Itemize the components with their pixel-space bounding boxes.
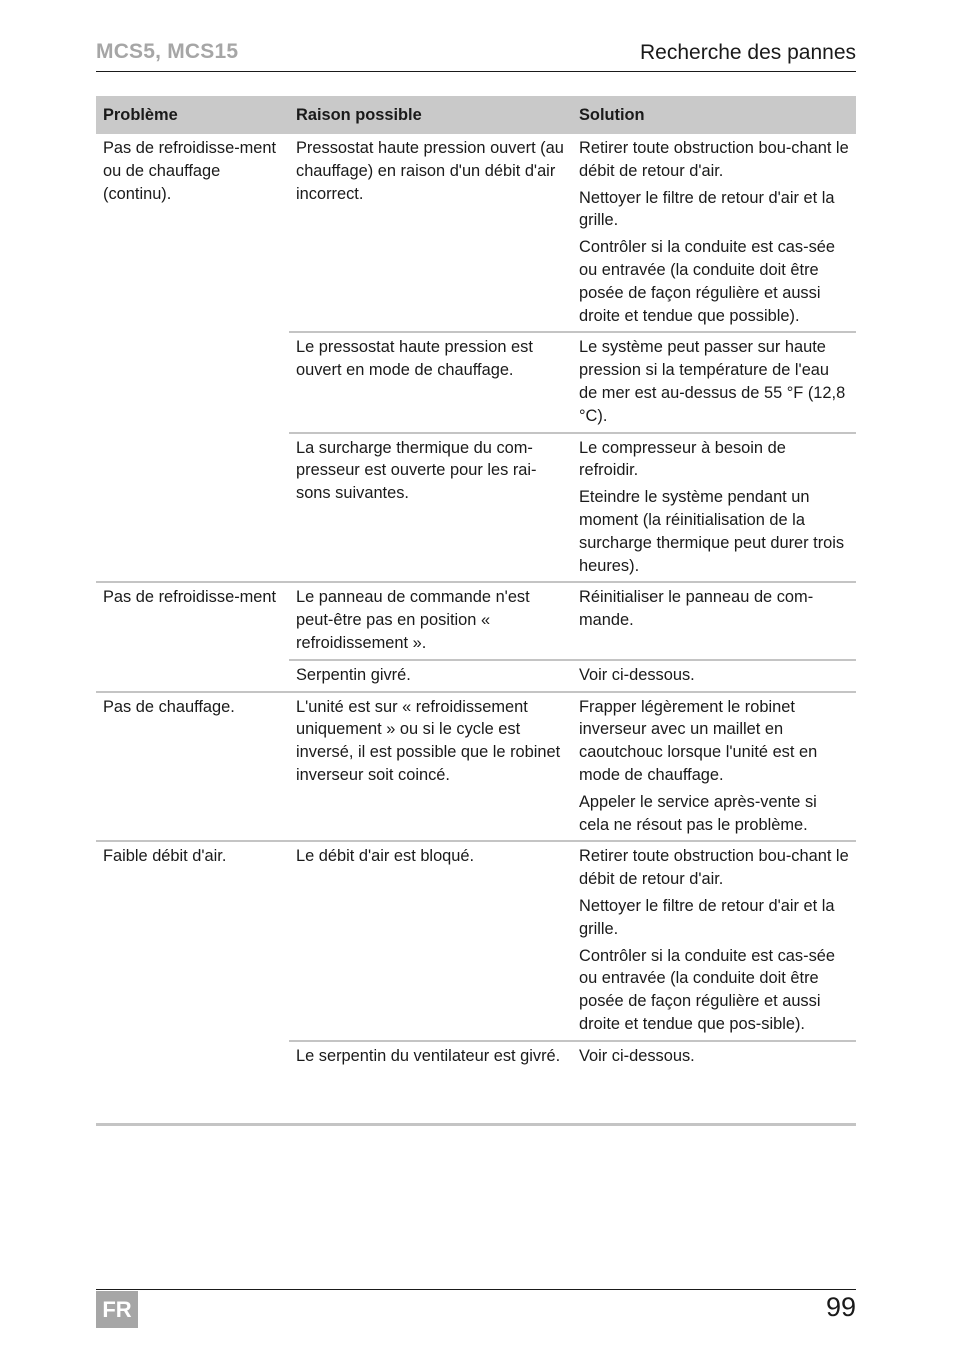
solution-text: Contrôler si la conduite est cas-sée ou entravée (la conduite doit être posée de façon régulière et aussi droite et tendue que pos-sible). [579, 946, 835, 1033]
reason-cell: Le serpentin du ventilateur est givré. [289, 1041, 572, 1072]
solution-cell [572, 841, 856, 1040]
solution-text: Le compresseur à besoin de refroidir. [579, 438, 786, 480]
table-body [96, 134, 856, 1071]
table-bottom-rule [96, 1123, 856, 1126]
solution-text: Nettoyer le filtre de retour d'air et la grille. [579, 896, 835, 938]
solution-cell [572, 660, 856, 692]
reason-cell: Le panneau de commande n'est peut-être pas en position « refroidissement ». [289, 582, 572, 659]
solution-cell [572, 582, 856, 659]
solution-text: Eteindre le système pendant un moment (la réinitialisation de la surcharge thermique peut durer trois heures). [579, 488, 845, 575]
reason-cell: L'unité est sur « refroidissement uniquement » ou si le cycle est inversé, il est possible que le robinet inverseur soit coincé. [289, 692, 572, 842]
table-row [96, 582, 856, 659]
problem-cell: Pas de refroidisse-ment ou de chauffage (continu). [103, 139, 277, 203]
table-header-row [96, 96, 856, 134]
solution-text: Réinitialiser le panneau de com-mande. [579, 588, 814, 630]
solution-text: Voir ci-dessous. [579, 1046, 695, 1065]
header-divider [96, 71, 856, 72]
reason-cell: La surcharge thermique du com-presseur est ouverte pour les rai-sons suivantes. [289, 433, 572, 583]
reason-cell: Pressostat haute pression ouvert (au chauffage) en raison d'un débit d'air incorrect. [296, 139, 564, 203]
language-badge: FR [96, 1291, 138, 1328]
solution-text: Contrôler si la conduite est cas-sée ou entravée (la conduite doit être posée de façon régulière et aussi droite et tendue que possible). [579, 238, 835, 325]
solution-text: Retirer toute obstruction bou-chant le débit de retour d'air. [579, 847, 849, 889]
solution-text: Appeler le service après-vente si cela ne résout pas le problème. [579, 792, 817, 834]
problem-cell: Pas de refroidisse-ment [96, 582, 289, 691]
solution-text: Le système peut passer sur haute pression si la température de l'eau de mer est au-dessus de 55 °F (12,8 °C). [579, 338, 846, 425]
troubleshooting-table [96, 96, 856, 1071]
solution-text: Retirer toute obstruction bou-chant le débit de retour d'air. [579, 139, 849, 180]
problem-cell: Faible débit d'air. [96, 841, 289, 1071]
page-number: 99 [825, 1292, 856, 1322]
table-row [96, 692, 856, 842]
problem-cell: Pas de chauffage. [96, 692, 289, 842]
solution-text: Nettoyer le filtre de retour d'air et la grille. [579, 188, 835, 230]
reason-cell: Le pressostat haute pression est ouvert en mode de chauffage. [289, 332, 572, 432]
column-header-reason: Raison possible [289, 96, 572, 134]
reason-cell: Le débit d'air est bloqué. [289, 841, 572, 1040]
solution-cell [572, 433, 856, 583]
solution-cell [572, 332, 856, 432]
solution-cell [572, 692, 856, 842]
table-row [96, 841, 856, 1040]
footer-divider [96, 1289, 856, 1290]
solution-cell [572, 134, 856, 332]
column-header-solution: Solution [572, 96, 856, 134]
reason-cell: Serpentin givré. [289, 660, 572, 692]
column-header-problem: Problème [96, 96, 289, 134]
solution-text: Frapper légèrement le robinet inverseur avec un maillet en caoutchouc lorsque l'unité est en mode de chauffage. [579, 697, 818, 784]
model-name: MCS5, MCS15 [96, 40, 239, 63]
solution-text: Voir ci-dessous. [579, 665, 695, 684]
section-title: Recherche des pannes [640, 41, 856, 64]
solution-cell [572, 1041, 856, 1072]
table-row [96, 134, 856, 332]
